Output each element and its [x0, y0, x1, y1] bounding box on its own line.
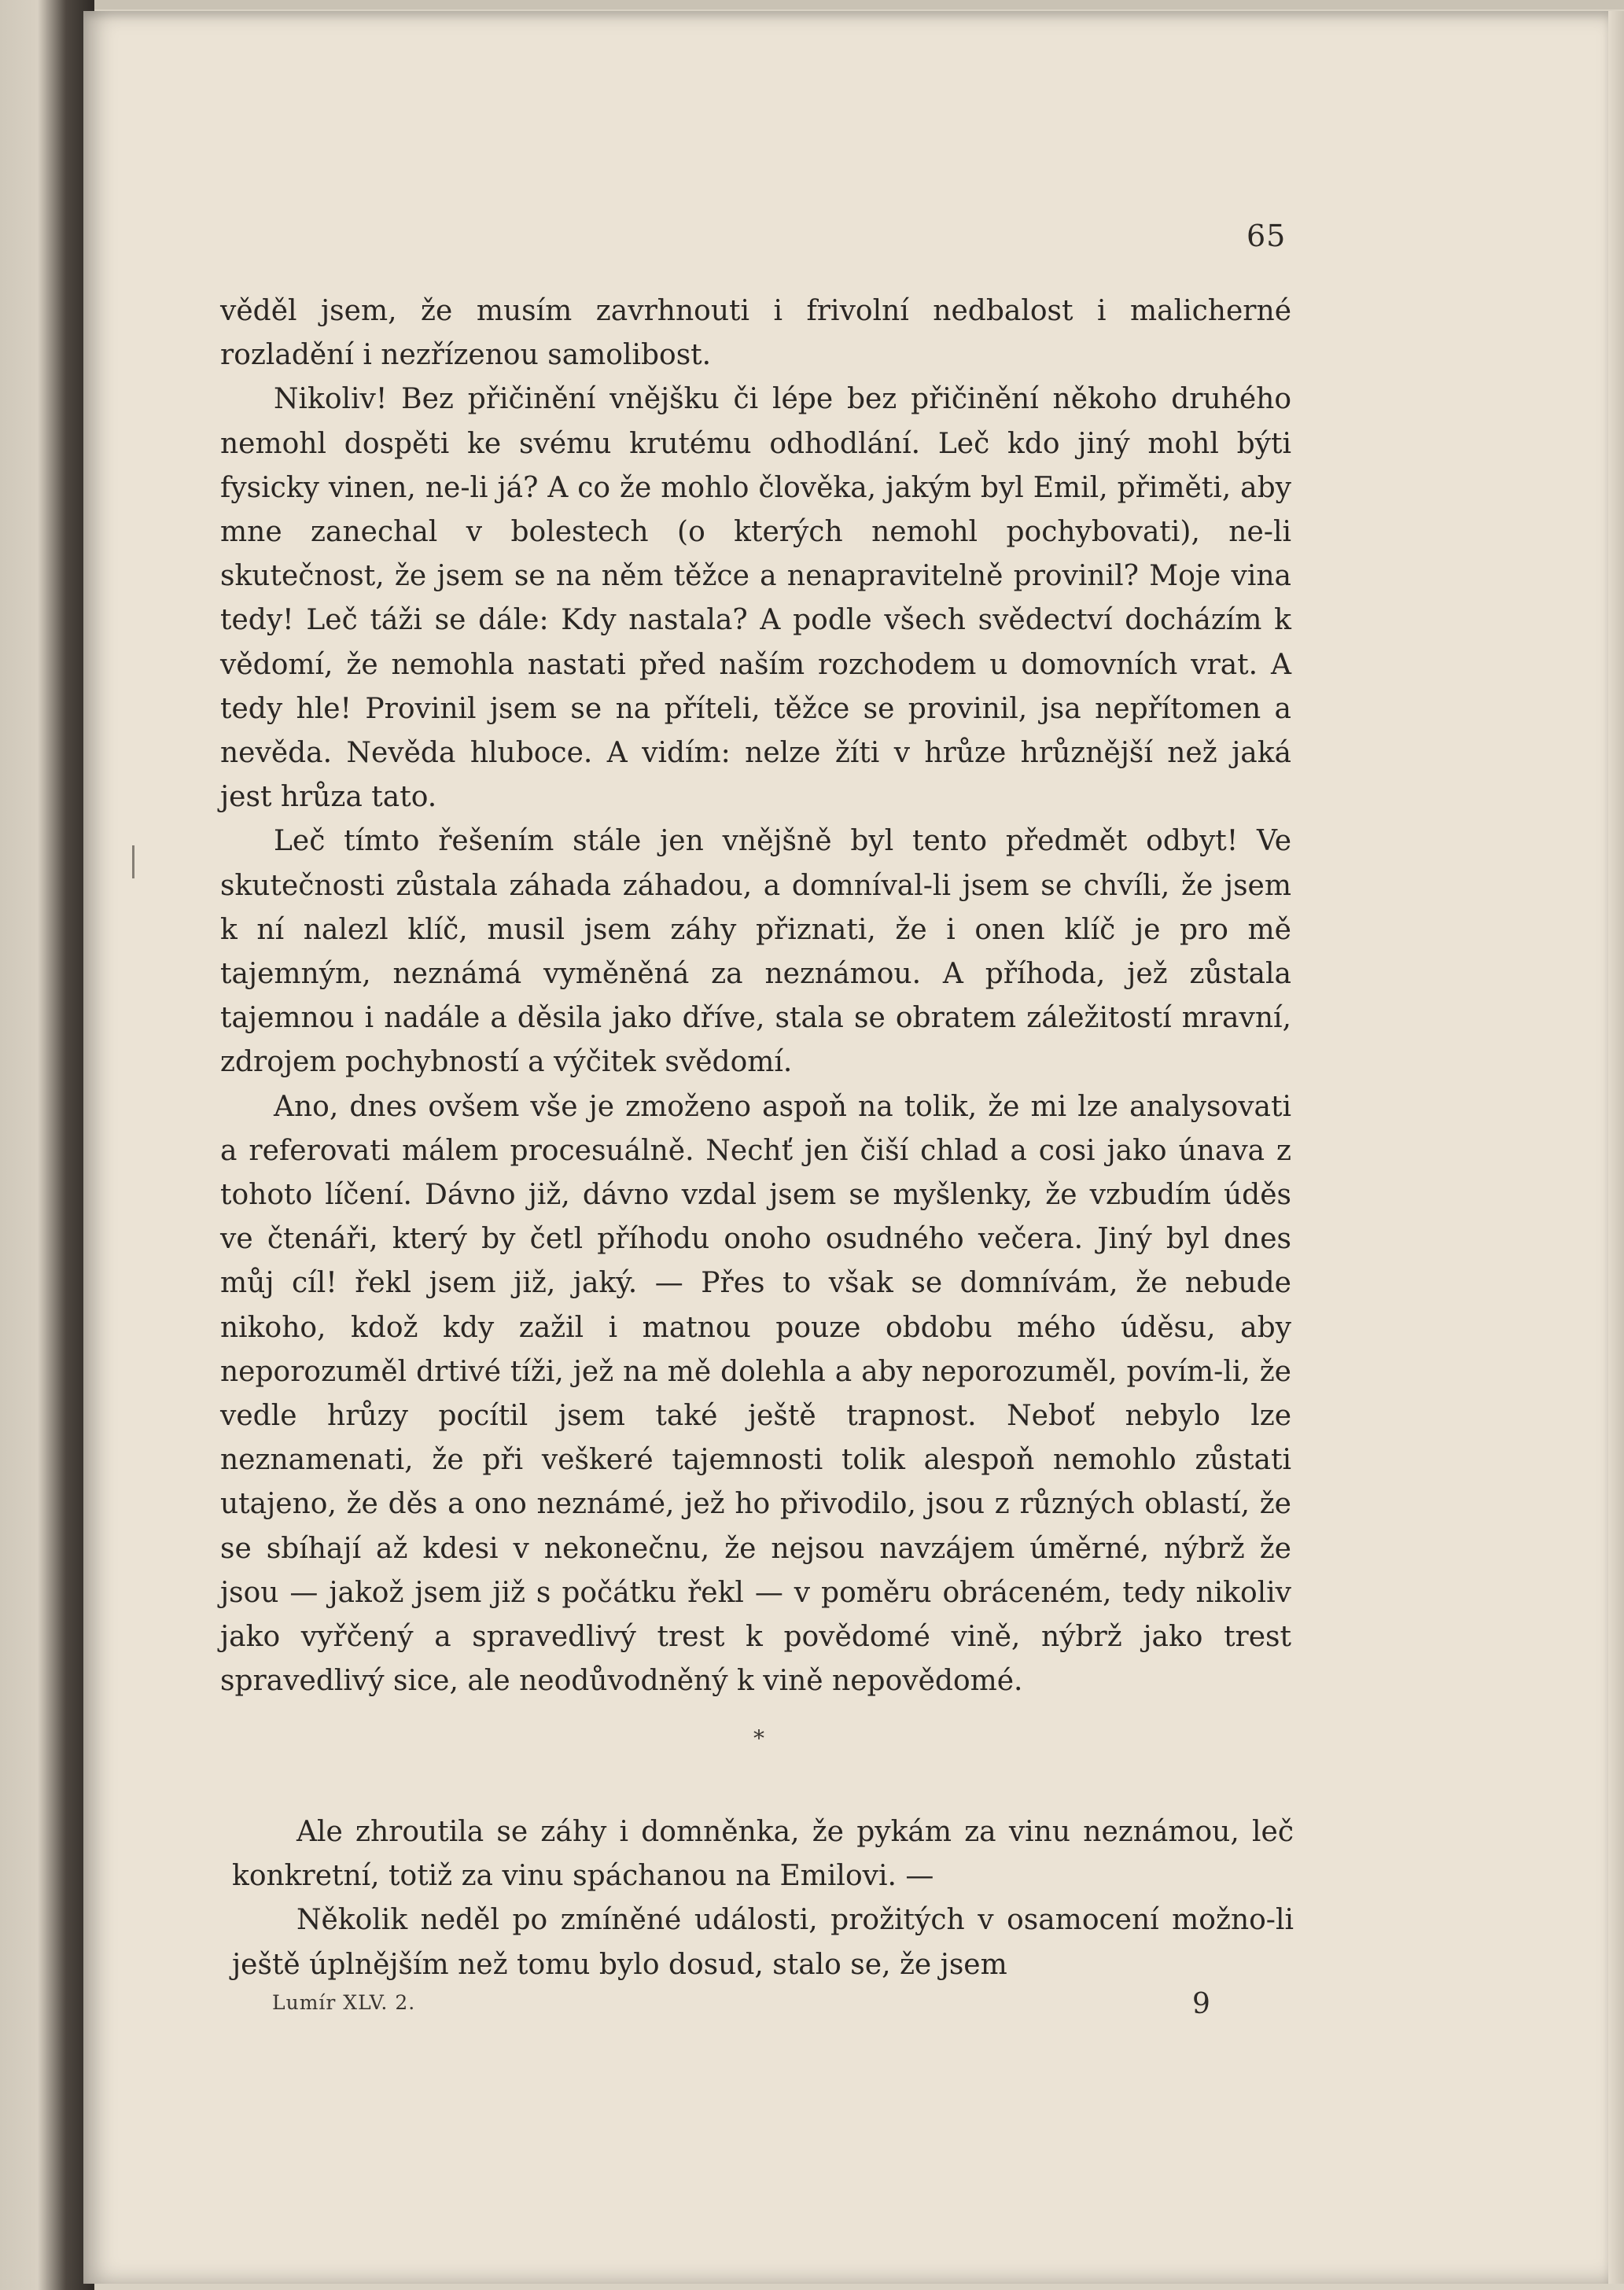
paragraph: Nikoliv! Bez přičinění vnějšku či lépe bez přičinění někoho druhého nemohl dospěti ke svému krutému odhodlání. Leč kdo jiný mohl býti fysicky vinen, ne-li já? A co že mohlo člověka, jakým byl Emil, přiměti, aby mne zanechal v bolestech (o kterých nemohl pochybovati), ne-li skutečnost, že jsem se na něm těžce a nenapravitelně provinil? Moje vina tedy! Leč táži se dále: Kdy nastala? A podle všech svědectví docházím k vědomí, že nemohla nastati před naším rozchodem u domovních vrat. A tedy hle! Provinil jsem se na příteli, těžce se provinil, jsa nepřítomen a nevěda. Nevěda hluboce. A vidím: nelze žíti v hrůze hrůznější než jaká jest hrůza tato. — [220, 383, 1291, 814]
book-spine-edge — [0, 0, 94, 2290]
main-text-block — [220, 289, 1291, 1704]
section-separator-asterisk: * — [753, 1725, 764, 1751]
scan-background-top — [0, 0, 1624, 9]
page-footer — [272, 1988, 1216, 2019]
paragraph: Leč tímto řešením stále jen vnějšně byl tento předmět odbyt! Ve skutečnosti zůstala záhada záhadou, a domníval-li jsem se chvíli, že jsem k ní nalezl klíč, musil jsem záhy přiznati, že i onen klíč je pro mě tajemným, neznámá vyměněná za neznámou. A příhoda, jež zůstala tajemnou i nadále a děsila jako dříve, stala se obratem záležitostí mravní, zdrojem pochybností a výčitek svědomí. — [220, 825, 1291, 1079]
paragraph-continuation: věděl jsem, že musím zavrhnouti i frivolní nedbalost i malicherné rozladění i nezřízenou samolibost. — [220, 295, 1291, 372]
paragraph: Několik neděl po zmíněné události, prožitých v osamocení možno-li ještě úplnějším než tomu bylo dosud, stalo se, že jsem — [232, 1904, 1294, 1981]
margin-pencil-mark — [132, 845, 134, 878]
sheet-number: 9 — [1192, 1988, 1210, 2020]
page-right-edge — [1608, 11, 1624, 2284]
second-section-text-block — [232, 1810, 1294, 1987]
paragraph: Ano, dnes ovšem vše je zmoženo aspoň na tolik, že mi lze analysovati a referovati málem procesuálně. Nechť jen čiší chlad a cosi jako únava z tohoto líčení. Dávno již, dávno vzdal jsem se myšlenky, že vzbudím úděs ve čtenáři, který by četl příhodu onoho osudného večera. Jiný byl dnes můj cíl! řekl jsem již, jaký. — Přes to však se domnívám, že nebude nikoho, kdož kdy zažil i matnou pouze obdobu mého úděsu, aby neporozuměl drtivé tíži, jež na mě dolehla a aby neporozuměl, povím-li, že vedle hrůzy pocítil jsem také ještě trapnost. Neboť nebylo lze neznamenati, že při veškeré tajemnosti tolik alespoň nemohlo zůstati utajeno, že děs a ono neznámé, jež ho přivodilo, jsou z různých oblastí, že se sbíhají až kdesi v nekonečnu, že nejsou navzájem úměrné, nýbrž že jsou — jakož jsem již s počátku řekl — v poměru obráceném, tedy nikoliv jako vyřčený a spravedlivý trest k povědomé vině, nýbrž jako trest spravedlivý sice, ale neodůvodněný k vině nepovědomé. — [220, 1090, 1291, 1698]
printer-signature: Lumír XLV. 2. — [272, 1991, 416, 2014]
page-number: 65 — [1247, 219, 1287, 253]
paragraph: Ale zhroutila se záhy i domněnka, že pykám za vinu neznámou, leč konkretní, totiž za vinu spáchanou na Emilovi. — — [232, 1816, 1294, 1893]
